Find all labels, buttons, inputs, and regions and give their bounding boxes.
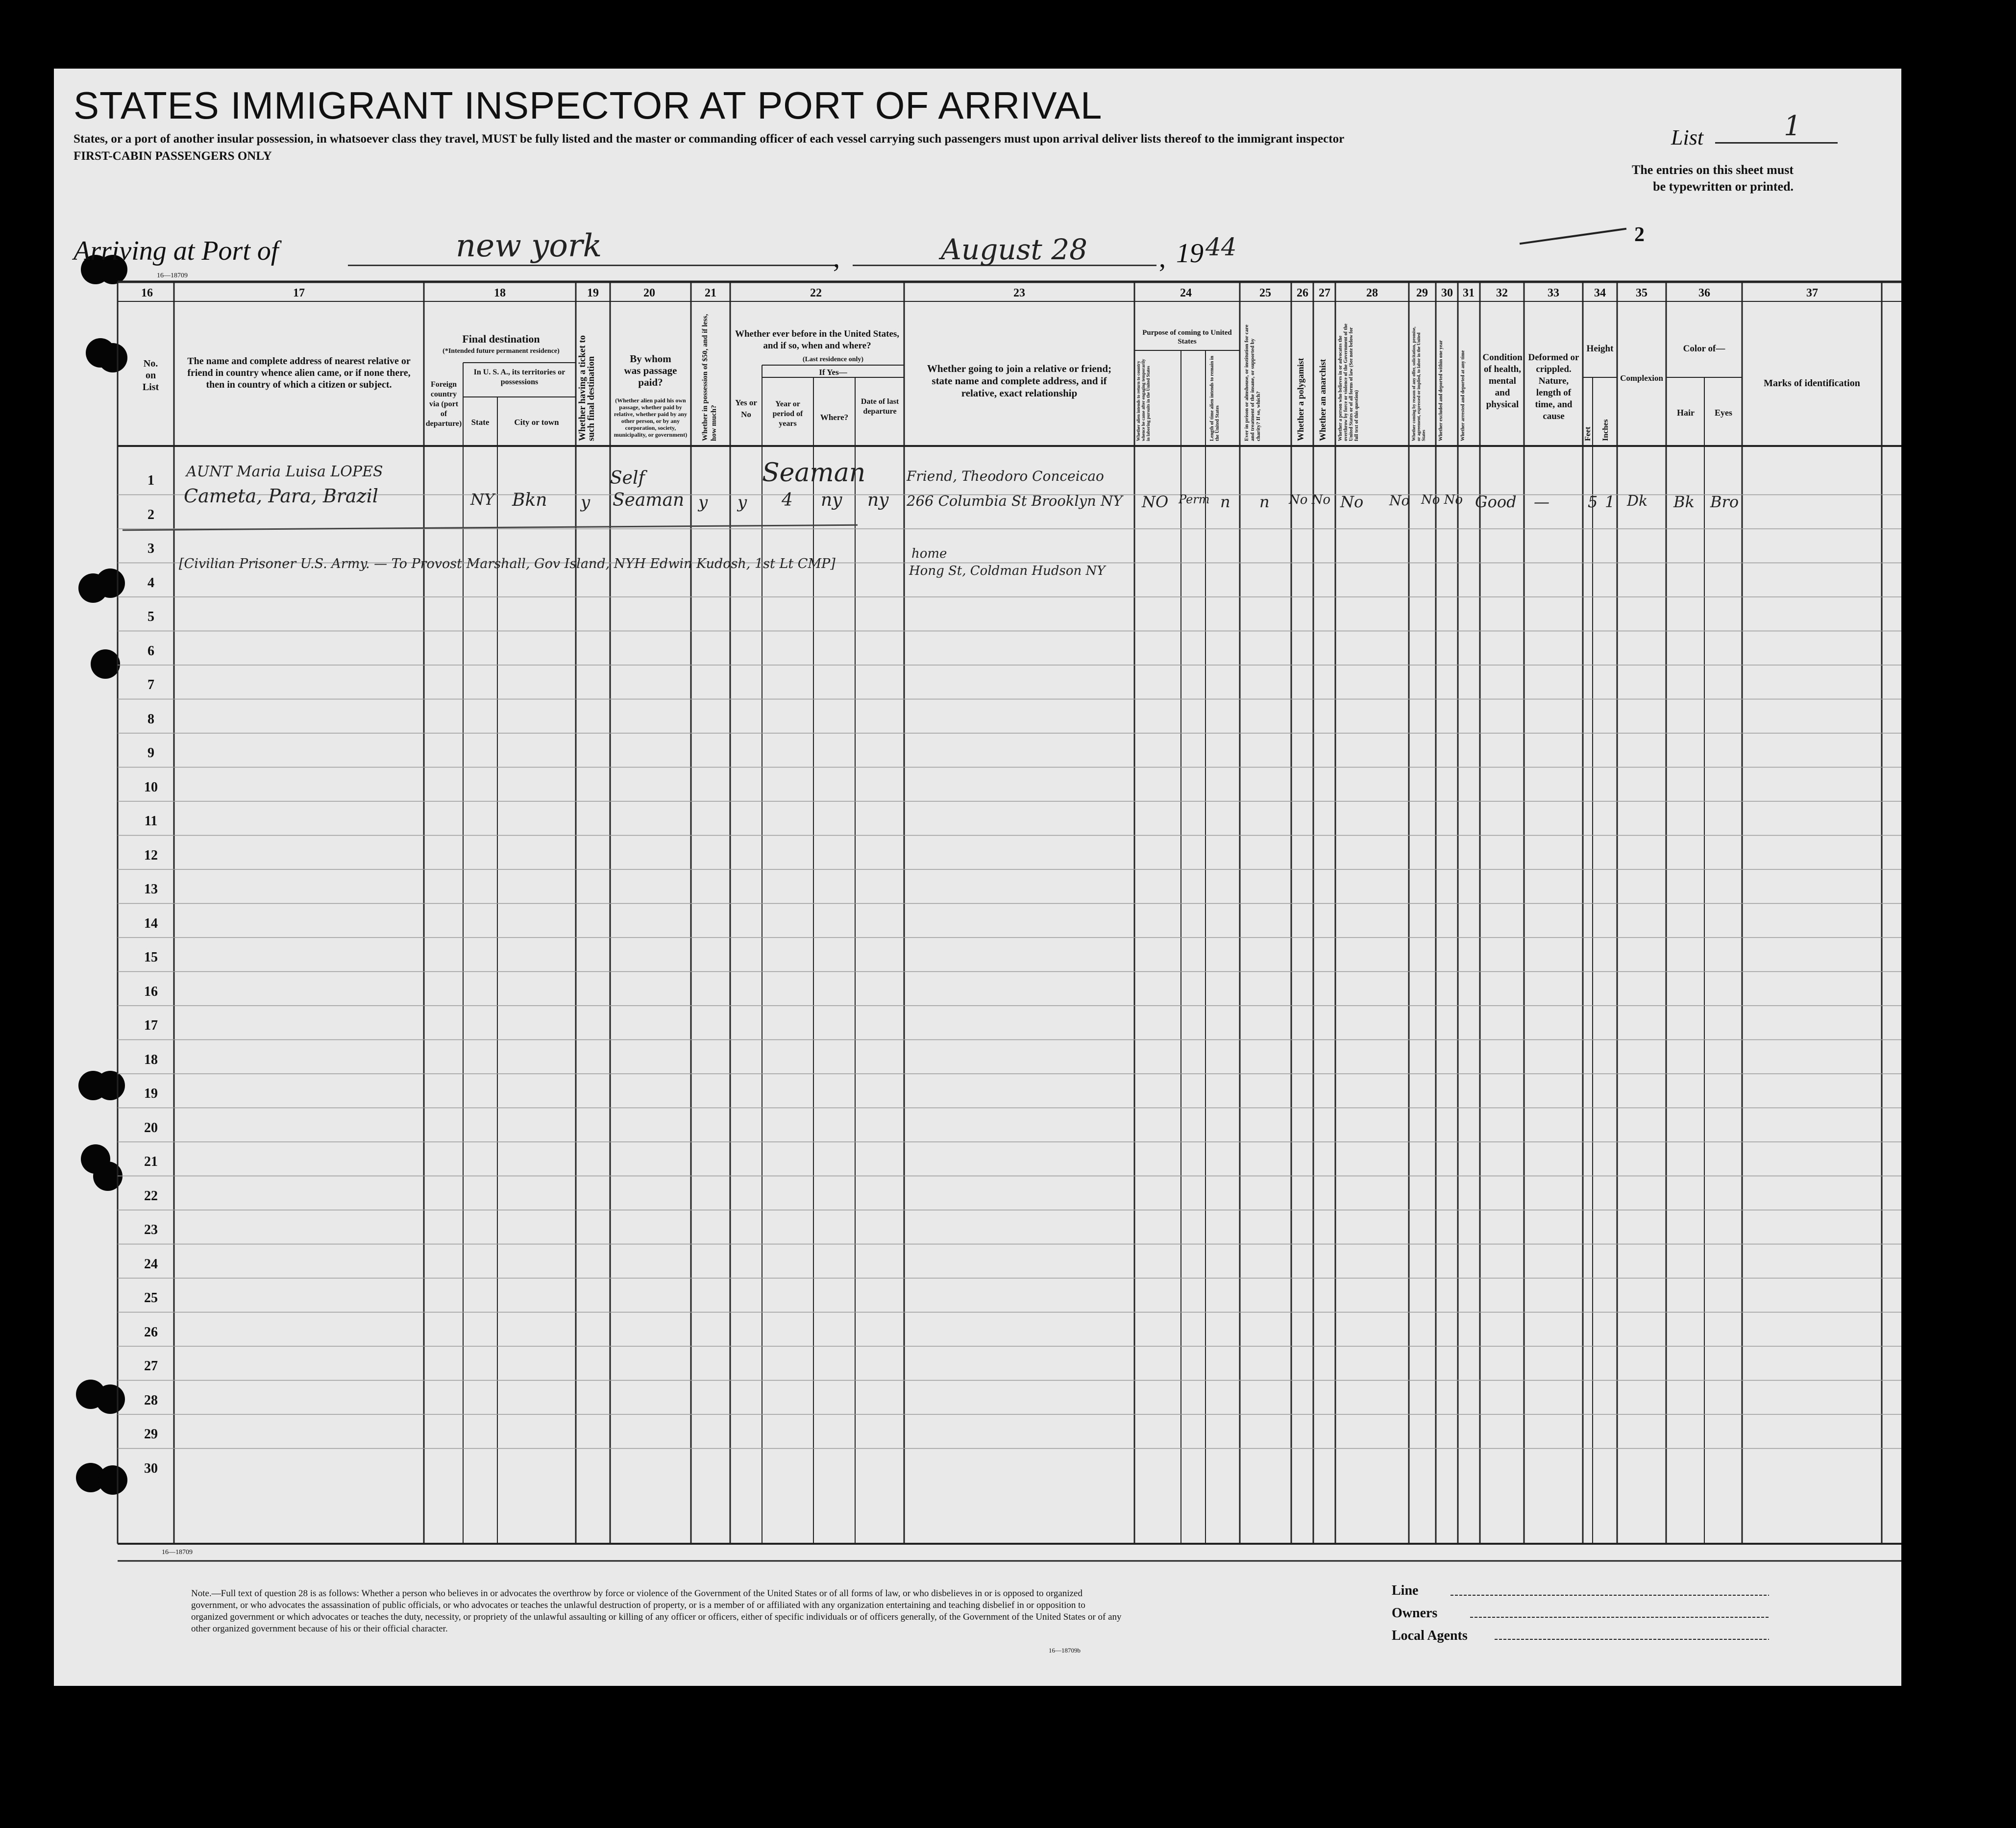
row-number: 21 — [144, 1154, 158, 1169]
year-prefix: 19 — [1176, 238, 1204, 269]
entry-ever-before-note: Seaman — [762, 458, 866, 488]
entry-custody-note: [Civilian Prisoner U.S. Army. — To Provost Marshall, Gov Island, NYH Edwin Kudosh, 1st Lt CMP] — [179, 556, 836, 571]
header-passage-paid: By whom was passage paid? — [624, 353, 677, 388]
entry-city: Bkn — [512, 490, 547, 510]
row-number: 14 — [144, 915, 158, 931]
column-number: 26 — [1297, 287, 1308, 299]
form-code-top: 16—18709 — [157, 272, 188, 279]
typewrite-note-line: The entries on this sheet must — [1632, 163, 1794, 177]
column-number: 33 — [1548, 287, 1559, 299]
entry-eyes: Bro — [1710, 493, 1739, 511]
entry-overthrow: No — [1340, 493, 1364, 511]
row-number: 6 — [148, 643, 154, 659]
entry-prison: n — [1220, 493, 1230, 511]
header-prison: Ever in prison or almshouse, or institution for care and treatment of the insane, or supported by charity? If so, which? — [1244, 324, 1261, 441]
header-join-relative: Whether going to join a relative or friend; state name and complete address, and if relative, exact relationship — [927, 363, 1112, 399]
row-number: 4 — [148, 575, 154, 591]
column-number: 19 — [587, 287, 599, 299]
header-length-stay: Length of time alien intends to remain in the United States — [1209, 356, 1220, 441]
header-polygamist: Whether a polygamist — [1296, 358, 1305, 441]
row-number: 26 — [144, 1324, 158, 1340]
arriving-label: Arriving at Port of — [74, 236, 279, 266]
header-final-destination: Final destination — [462, 333, 540, 345]
entry-return-intent: NO — [1142, 493, 1169, 511]
row-number: 9 — [148, 745, 154, 761]
column-number: 29 — [1416, 287, 1428, 299]
header-where: Where? — [820, 413, 849, 422]
row-number: 27 — [144, 1359, 158, 1374]
header-height: Height — [1586, 344, 1614, 354]
entry-length-stay: Perm — [1179, 493, 1210, 506]
list-number: 1 — [1784, 110, 1801, 142]
row-number: 23 — [144, 1222, 158, 1237]
header-if-yes: If Yes— — [819, 368, 847, 377]
entry-complexion: Dk — [1627, 493, 1648, 510]
form-title: STATES IMMIGRANT INSPECTOR AT PORT OF ARRIVAL — [74, 84, 1103, 127]
row-number: 16 — [144, 984, 158, 999]
row-number: 8 — [148, 711, 154, 727]
row-number: 22 — [144, 1188, 158, 1204]
column-number: 35 — [1636, 287, 1647, 299]
row-number: 1 — [148, 473, 154, 488]
header-anarchist: Whether an anarchist — [1318, 359, 1328, 441]
entry-deformed: — — [1534, 493, 1549, 511]
footer-line-label: Line — [1392, 1583, 1419, 1598]
header-eyes: Eyes — [1715, 408, 1732, 418]
column-number: 34 — [1594, 287, 1606, 299]
header-inches: Inches — [1601, 419, 1610, 441]
row-number: 5 — [148, 609, 154, 624]
question-28-note: Note.—Full text of question 28 is as follows: Whether a person who believes in or advocates the overthrow by force or violence of the Government of the United States or of all forms of law, or who disbelieves in or is opposed to organized government, or who advocates the assassination of public officials, or who advocates or teaches the unlawful destruction of property, or is a member of or affiliated with any organization entertaining and teaching disbelief in or opposition to organized government or which advocates or teaches the duty, necessity, or propriety of the unlawful assaulting or killing of any officer or officers, either of specific individuals or of officers generally, of the Government of the United States or of any other organized government because of his or their official character. — [191, 1588, 1122, 1634]
entry-state: NY — [470, 490, 495, 509]
entry-paid-by-2: Seaman — [613, 490, 685, 510]
header-fifty-dollars: Whether in possession of $50, and if less, how much? — [701, 314, 718, 441]
column-number: 22 — [810, 287, 822, 299]
entry-health: Good — [1475, 493, 1517, 511]
column-number: 31 — [1463, 287, 1475, 299]
header-overthrow: Whether a person who believes in or advocates the overthrow by force or violence of the Government of the United States or of all forms of law (See note below for full text of this question) — [1338, 323, 1359, 441]
header-yes-no: Yes or No — [735, 398, 757, 419]
row-number: 30 — [144, 1460, 158, 1476]
row-number: 25 — [144, 1290, 158, 1306]
row-number: 17 — [144, 1018, 158, 1033]
column-number: 27 — [1319, 287, 1330, 299]
comma: , — [833, 243, 840, 273]
passenger-class-label: FIRST-CABIN PASSENGERS ONLY — [74, 149, 272, 163]
header-labor-offer: Whether coming by reason of any offer, solicitation, promise, or agreement, expressed or implied, to labor in the United States — [1411, 326, 1426, 441]
entry-yes-no: y — [738, 493, 747, 512]
header-foreign-country: Foreign country via (port of departure) — [425, 380, 462, 428]
row-number: 18 — [144, 1052, 158, 1067]
header-years: Year or period of years — [772, 400, 803, 428]
column-number: 20 — [643, 287, 655, 299]
header-deformed: Deformed or crippled. Nature, length of time, and cause — [1528, 352, 1579, 421]
footer-owners-label: Owners — [1392, 1606, 1438, 1621]
column-number: 25 — [1259, 287, 1271, 299]
column-number: 17 — [293, 287, 305, 299]
entry-anarchist: No No — [1289, 493, 1331, 507]
entry-polygamist: n — [1259, 493, 1270, 511]
form-instructions: States, or a port of another insular possession, in whatsoever class they travel, MUST be fully listed and the master or commanding officer of each vessel carrying such passengers must upon arrival deliver lists thereof to the immigrant inspector — [74, 132, 1345, 146]
header-return-intent: Whether alien intends to return to country whence he came after engaging temporarily in laboring pursuits in the United States — [1136, 359, 1151, 441]
header-usa: In U. S. A., its territories or possessions — [473, 368, 565, 386]
entry-years: 4 — [782, 490, 793, 510]
column-number: 21 — [705, 287, 716, 299]
header-passage-paid-sub: (Whether alien paid his own passage, whether paid by relative, whether paid by any other person, or by any corporation, society, municipality, or government) — [614, 397, 688, 438]
form-code-bottom: 16—18709 — [162, 1549, 193, 1556]
header-color: Color of— — [1683, 344, 1725, 354]
form-code-note: 16—18709b — [1049, 1647, 1081, 1654]
header-ticket: Whether having a ticket to such final destination — [577, 335, 596, 441]
sheet-number: 2 — [1634, 223, 1645, 246]
column-number: 23 — [1013, 287, 1025, 299]
entry-join-address: 266 Columbia St Brooklyn NY — [907, 493, 1123, 509]
entry-hair: Bk — [1673, 493, 1695, 511]
row-number: 12 — [144, 847, 158, 863]
row-number: 15 — [144, 950, 158, 965]
header-city: City or town — [514, 418, 559, 427]
header-final-destination-sub: (*Intended future permanent residence) — [443, 347, 560, 355]
entry-relative-address: Cameta, Para, Brazil — [184, 485, 378, 507]
header-arrested: Whether arrested and deported at any time — [1460, 350, 1466, 441]
column-number: 16 — [141, 287, 153, 299]
entry-inches: 1 — [1605, 493, 1615, 511]
column-number: 28 — [1366, 287, 1378, 299]
header-purpose: Purpose of coming to United States — [1142, 329, 1232, 346]
row-number: 3 — [148, 541, 154, 556]
year-suffix: 44 — [1205, 233, 1237, 261]
entry-ticket: y — [581, 493, 590, 512]
row-number: 7 — [148, 677, 154, 692]
row-number: 13 — [144, 882, 158, 897]
header-feet: Feet — [1584, 426, 1592, 441]
column-number: 32 — [1496, 287, 1508, 299]
row-number: 10 — [144, 779, 158, 795]
row-number: 11 — [144, 814, 158, 829]
row-number: 19 — [144, 1086, 158, 1101]
header-date-departure: Date of last departure — [860, 397, 899, 416]
column-number: 37 — [1806, 287, 1818, 299]
header-hair: Hair — [1677, 408, 1695, 418]
entry-date-departure: ny — [867, 490, 889, 510]
footer-agents-label: Local Agents — [1392, 1628, 1468, 1643]
row-number: 28 — [144, 1392, 158, 1408]
column-number: 36 — [1698, 287, 1710, 299]
list-label: List — [1671, 125, 1704, 149]
header-complexion: Complexion — [1620, 373, 1663, 383]
entry-join: Friend, Theodoro Conceicao — [907, 468, 1104, 484]
header-last-residence: (Last residence only) — [802, 356, 864, 363]
entry-excluded: No No — [1421, 493, 1463, 507]
entry-where: ny — [821, 490, 842, 510]
row-number: 29 — [144, 1427, 158, 1442]
entry-feet: 5 — [1588, 493, 1598, 511]
header-health: Condition of health, mental and physical — [1482, 352, 1523, 410]
entry-money: y — [698, 493, 708, 512]
header-state: State — [471, 418, 490, 427]
row-number: 24 — [144, 1256, 158, 1272]
column-number: 24 — [1180, 287, 1192, 299]
header-excluded: Whether excluded and deported within one year — [1438, 340, 1444, 441]
date-value: August 28 — [941, 233, 1088, 266]
entry-labor-offer: No — [1389, 493, 1410, 509]
header-ever-before: Whether ever before in the United States, and if so, when and where? — [735, 329, 900, 351]
entry-home-address: Hong St, Coldman Hudson NY — [909, 564, 1106, 578]
port-value: new york — [456, 228, 602, 264]
column-number: 30 — [1441, 287, 1453, 299]
header-marks: Marks of identification — [1764, 378, 1860, 389]
entry-relative: AUNT Maria Luisa LOPES — [186, 463, 383, 480]
typewrite-note-line: be typewritten or printed. — [1653, 179, 1794, 194]
row-number: 2 — [148, 507, 154, 522]
entry-paid-by: Self — [610, 468, 645, 488]
header-list-number: No. on List — [142, 358, 159, 393]
column-number: 18 — [494, 287, 506, 299]
entry-home-label: home — [911, 546, 947, 561]
header-relative: The name and complete address of nearest relative or friend in country whence alien came, or if none there, then in country of which a citizen or subject. — [187, 356, 411, 390]
comma: , — [1159, 243, 1166, 273]
row-number: 20 — [144, 1120, 158, 1136]
